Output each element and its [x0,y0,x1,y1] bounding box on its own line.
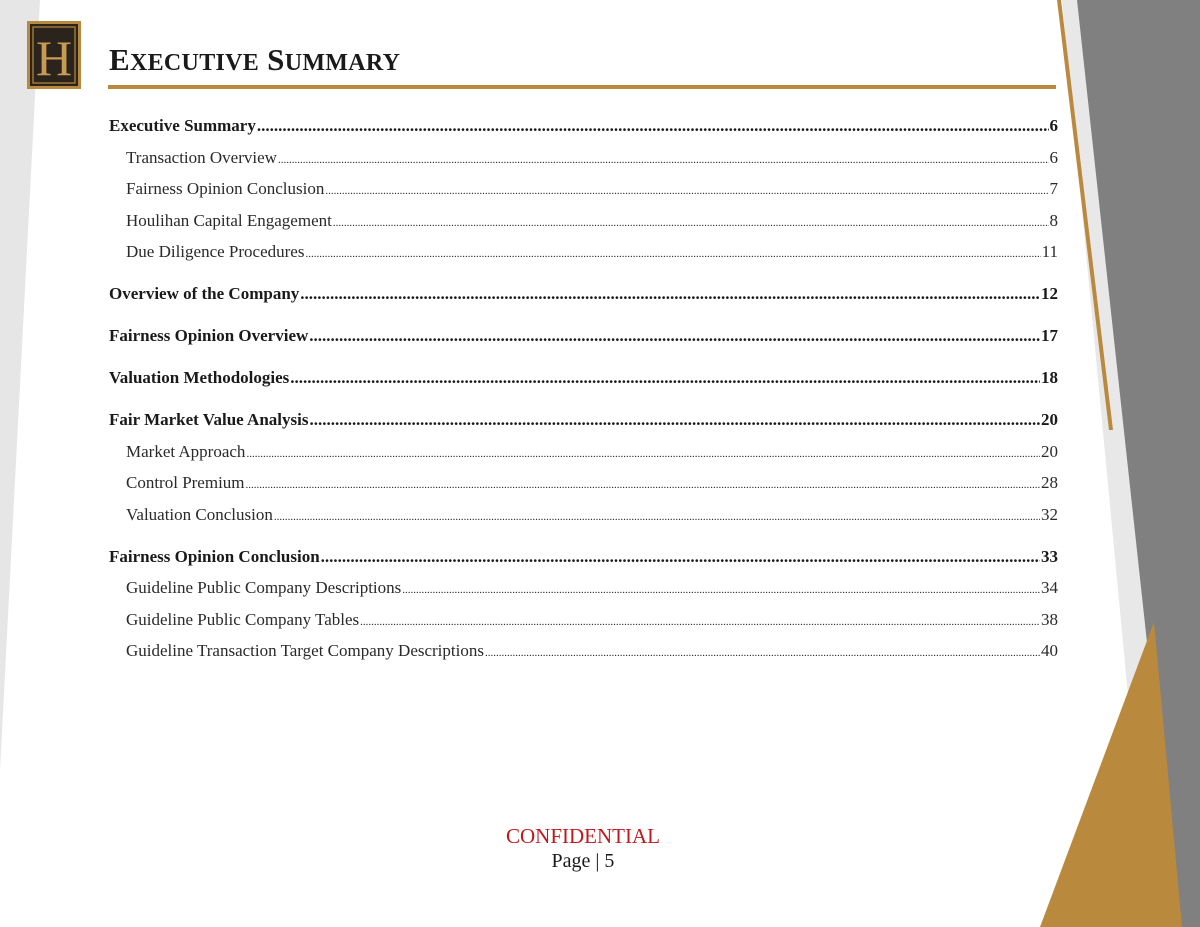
toc-section-entry[interactable] [109,320,1058,352]
toc-entry-label: Houlihan Capital Engagement [126,210,332,230]
toc-dot-leader [257,110,1049,142]
toc-dot-leader [309,404,1040,436]
toc-subsection-entry[interactable] [109,205,1058,237]
page-title [109,44,400,75]
title-underline [108,85,1056,89]
toc-entry-label: Due Diligence Procedures [126,242,305,261]
toc-subsection-entry[interactable] [109,142,1058,174]
toc-subsection-entry[interactable] [109,635,1058,667]
toc-entry-label: Guideline Transaction Target Company Descriptions [126,641,484,660]
toc-entry-page: 20 [1041,410,1058,429]
toc-dot-leader [278,142,1049,177]
toc-entry-page: 17 [1041,326,1058,345]
toc-dot-leader [290,362,1040,394]
toc-entry-label: Fairness Opinion Conclusion [126,179,325,198]
toc-entry-page: 34 [1041,578,1058,597]
toc-entry-label: Control Premium [126,473,245,492]
toc-entry-page: 6 [1049,116,1058,135]
confidential-label: CONFIDENTIAL [506,824,660,848]
toc-section-entry[interactable] [109,110,1058,142]
title-initial-2: S [267,42,285,77]
toc-entry-page: 6 [1049,147,1058,167]
toc-subsection-entry[interactable] [109,467,1058,499]
toc-dot-leader [274,499,1040,534]
toc-entry-page: 8 [1049,210,1058,230]
toc-entry-page: 38 [1041,609,1058,629]
toc-section-entry[interactable] [109,541,1058,573]
title-rest-1: XECUTIVE [129,50,260,76]
toc-entry-label: Fair Market Value Analysis [109,410,309,429]
toc-subsection-entry[interactable] [109,499,1058,531]
toc-dot-leader [309,320,1040,352]
toc-entry-label: Guideline Public Company Descriptions [126,578,402,597]
toc-entry-label: Executive Summary [109,116,256,135]
logo-letter: H [35,30,73,86]
toc-subsection-entry[interactable] [109,572,1058,604]
toc-dot-leader [360,604,1040,639]
toc-entry-label: Valuation Methodologies [109,368,290,387]
toc-entry-label: Market Approach [126,441,246,461]
toc-entry-page: 32 [1041,504,1058,524]
toc-entry-label: Fairness Opinion Overview [109,326,309,345]
toc-entry-label: Overview of the Company [109,284,300,303]
toc-entry-label: Fairness Opinion Conclusion [109,546,320,566]
toc-subsection-entry[interactable] [109,173,1058,205]
toc-entry-page: 33 [1041,546,1058,566]
toc-dot-leader [246,467,1040,502]
toc-subsection-entry[interactable] [109,436,1058,468]
toc-dot-leader [321,541,1040,573]
toc-section-entry[interactable] [109,278,1058,310]
left-gray-wedge [0,0,40,770]
title-rest-2: UMMARY [284,50,401,76]
toc-entry-page: 11 [1041,242,1058,261]
toc-dot-leader [300,278,1040,310]
toc-subsection-entry[interactable] [109,236,1058,268]
toc-entry-page: 18 [1041,368,1058,387]
toc-dot-leader [333,205,1049,240]
toc-dot-leader [305,236,1040,271]
toc-dot-leader [246,436,1040,471]
page-number: Page | 5 [551,850,615,872]
toc-entry-label: Valuation Conclusion [126,504,273,524]
toc-entry-page: 28 [1041,473,1058,492]
toc-entry-page: 20 [1041,441,1058,461]
toc-dot-leader [402,572,1040,607]
toc-section-entry[interactable] [109,404,1058,436]
toc-entry-page: 40 [1041,641,1058,660]
toc-subsection-entry[interactable] [109,604,1058,636]
company-logo [27,21,81,89]
toc-dot-leader [485,635,1040,670]
toc-entry-page: 12 [1041,284,1058,303]
toc-entry-label: Guideline Public Company Tables [126,609,360,629]
toc-entry-page: 7 [1049,179,1058,198]
table-of-contents [109,110,1058,667]
toc-entry-label: Transaction Overview [126,147,277,167]
toc-dot-leader [325,173,1048,208]
title-initial-1: E [109,42,130,77]
toc-section-entry[interactable] [109,362,1058,394]
